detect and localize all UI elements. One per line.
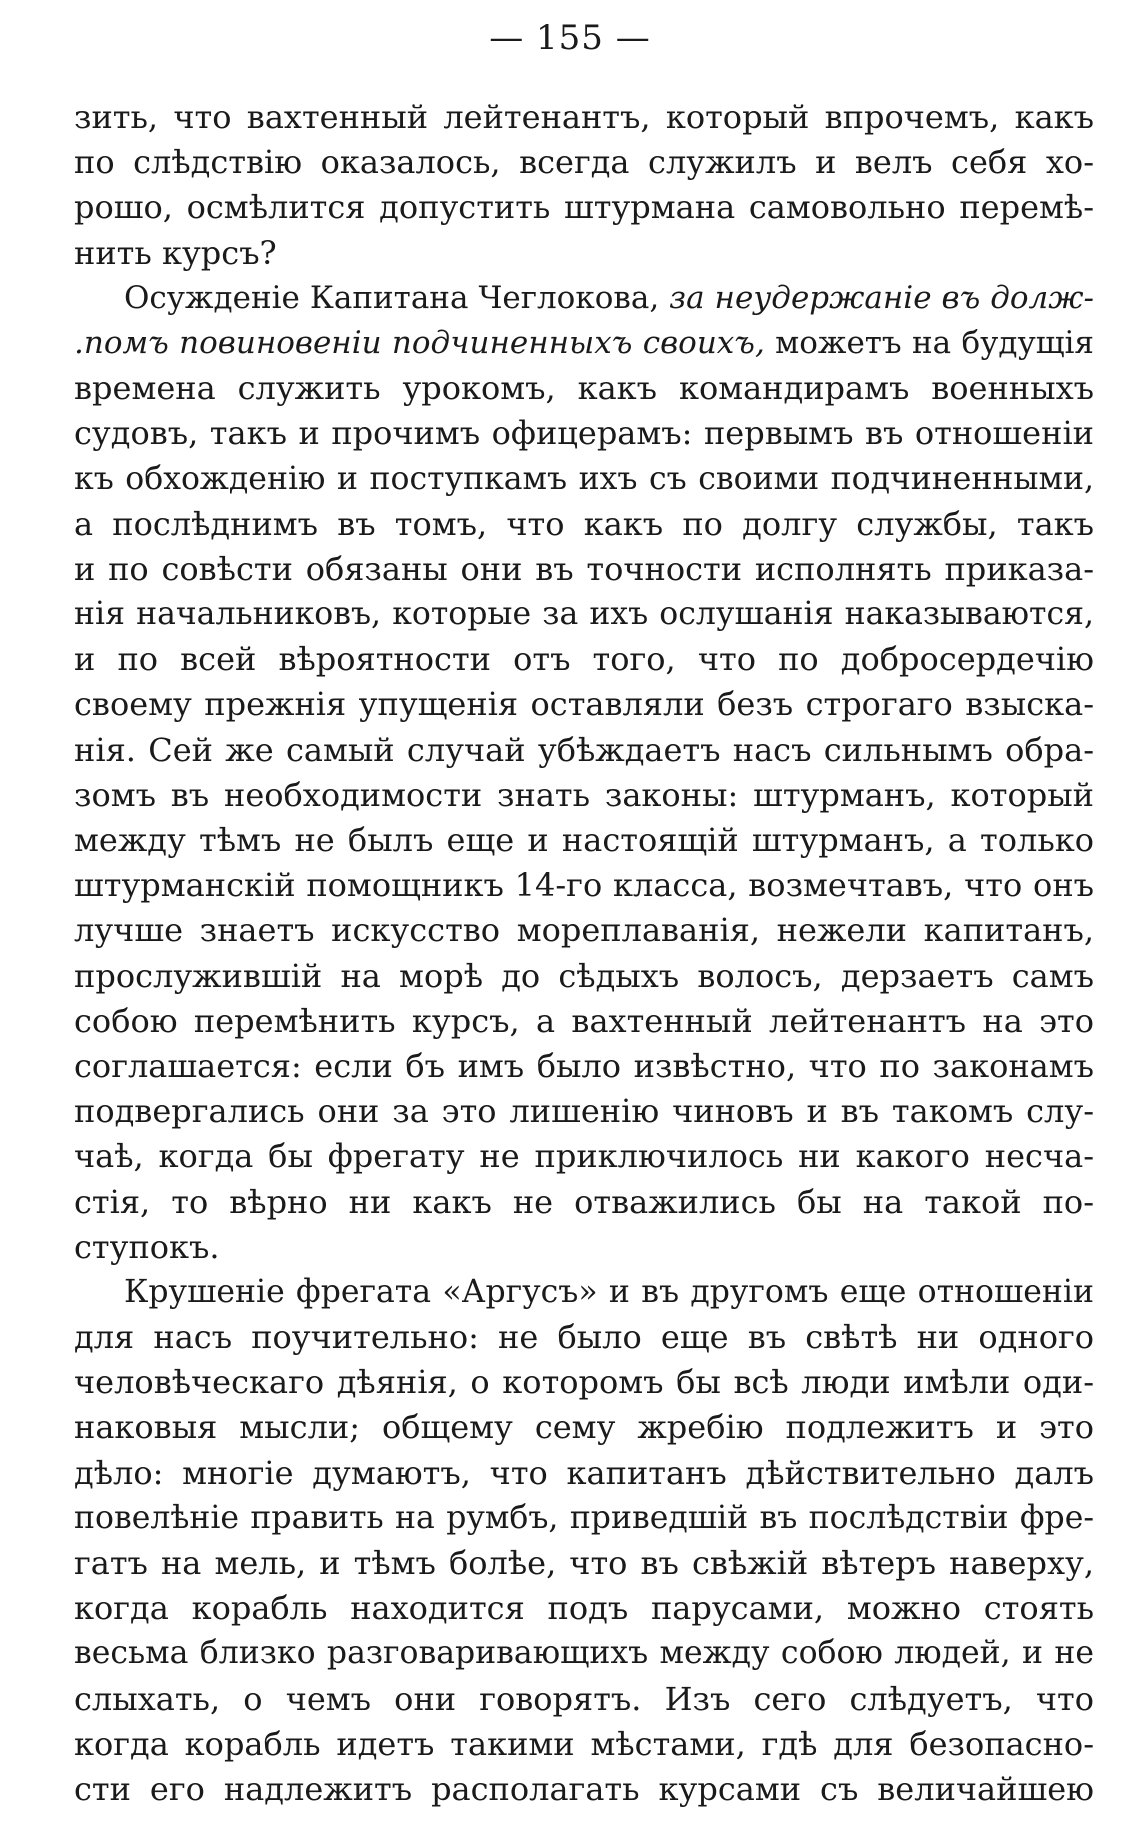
text-line: штурманскій помощникъ 14-го класса, возмечтавъ, что онъ [74, 866, 1094, 905]
text-line: гатъ на мель, и тѣмъ болѣе, что въ свѣжій вѣтеръ наверху, [74, 1544, 1094, 1582]
text-line: Крушеніе фрегата «Аргусъ» и въ другомъ еще отношеніи [124, 1273, 1094, 1310]
text-line: зить, что вахтенный лейтенантъ, который впрочемъ, какъ [74, 98, 1094, 136]
text-line: повелѣніе править на румбъ, приведшій въ послѣдствіи фре- [74, 1499, 1094, 1536]
text-line: своему прежнія упущенія оставляли безъ строгаго взыска- [74, 685, 1094, 724]
text-segment: Осужденіе Капитана Чеглокова, [124, 279, 670, 316]
paragraph-2 [74, 276, 1094, 1270]
italic-segment: .помъ повиновеніи подчиненныхъ своихъ, [74, 324, 765, 361]
text-line: для насъ поучительно: не было еще въ свѣтѣ ни одного [74, 1318, 1094, 1357]
text-line-with-italic [74, 276, 1094, 321]
text-line: времена служить урокомъ, какъ командирамъ военныхъ [74, 369, 1094, 408]
text-line: слыхать, о чемъ они говорятъ. Изъ сего слѣдуетъ, что [74, 1679, 1094, 1718]
text-line: нія начальниковъ, которые за ихъ ослушанія наказываются, [74, 596, 1094, 633]
text-line: нія. Сей же самый случай убѣждаетъ насъ сильнымъ обра- [74, 730, 1094, 769]
text-line: судовъ, такъ и прочимъ офицерамъ: первымъ въ отношеніи [74, 414, 1094, 453]
text-line: соглашается: если бъ имъ было извѣстно, что по законамъ [74, 1046, 1094, 1085]
text-line: подвергались они за это лишенію чиновъ и въ такомъ слу- [74, 1092, 1094, 1131]
text-line: а послѣднимъ въ томъ, что какъ по долгу службы, такъ [74, 504, 1094, 543]
text-line: дѣло: многіе думаютъ, что капитанъ дѣйствительно далъ [74, 1453, 1094, 1492]
text-line: сти его надлежитъ располагать курсами съ величайшею [74, 1769, 1094, 1808]
text-segment: можетъ на будущія [764, 324, 1094, 361]
text-line: между тѣмъ не былъ еще и настоящій штурманъ, а только [74, 821, 1094, 859]
text-line: когда корабль находится подъ парусами, можно стоять [74, 1589, 1094, 1628]
text-line: нить курсъ? [74, 233, 277, 272]
text-line: прослужившій на морѣ до сѣдыхъ волосъ, дерзаетъ самъ [74, 956, 1094, 995]
text-line: стія, то вѣрно ни какъ не отважились бы на такой по- [74, 1182, 1094, 1221]
text-line: чаѣ, когда бы фрегату не приключилось ни какого несча- [74, 1137, 1094, 1176]
text-line: собою перемѣнить курсъ, а вахтенный лейтенантъ на это [74, 1001, 1094, 1040]
text-line: лучше знаетъ искусство мореплаванія, нежели капитанъ, [74, 911, 1094, 950]
text-line: наковыя мысли; общему сему жребію подлежитъ и это [74, 1408, 1094, 1447]
italic-segment: за неудержаніе въ долж- [669, 279, 1094, 316]
text-line: и по всей вѣроятности отъ того, что по добросердечію [74, 640, 1094, 679]
text-line: ступокъ. [74, 1227, 220, 1266]
paragraph-1 [74, 95, 1094, 276]
text-line: къ обхожденію и поступкамъ ихъ съ своими подчиненными, [74, 460, 1094, 497]
text-line: человѣческаго дѣянія, о которомъ бы всѣ люди имѣли оди- [74, 1363, 1094, 1402]
paragraph-3 [74, 1270, 1094, 1812]
text-line-with-italic [74, 321, 1094, 366]
text-line: по слѣдствію оказалось, всегда служилъ и велъ себя хо- [74, 143, 1094, 182]
text-line: зомъ въ необходимости знать законы: штурманъ, который [74, 775, 1094, 814]
text-line: когда корабль идетъ такими мѣстами, гдѣ для безопасно- [74, 1724, 1094, 1763]
text-line: рошо, осмѣлится допустить штурмана самовольно перемѣ- [74, 188, 1094, 227]
body-text [74, 95, 1094, 1812]
page-number: — 155 — [489, 18, 651, 58]
text-line: весьма близко разговаривающихъ между собою людей, и не [74, 1635, 1094, 1672]
text-line: и по совѣсти обязаны они въ точности исполнять приказа- [74, 549, 1094, 588]
